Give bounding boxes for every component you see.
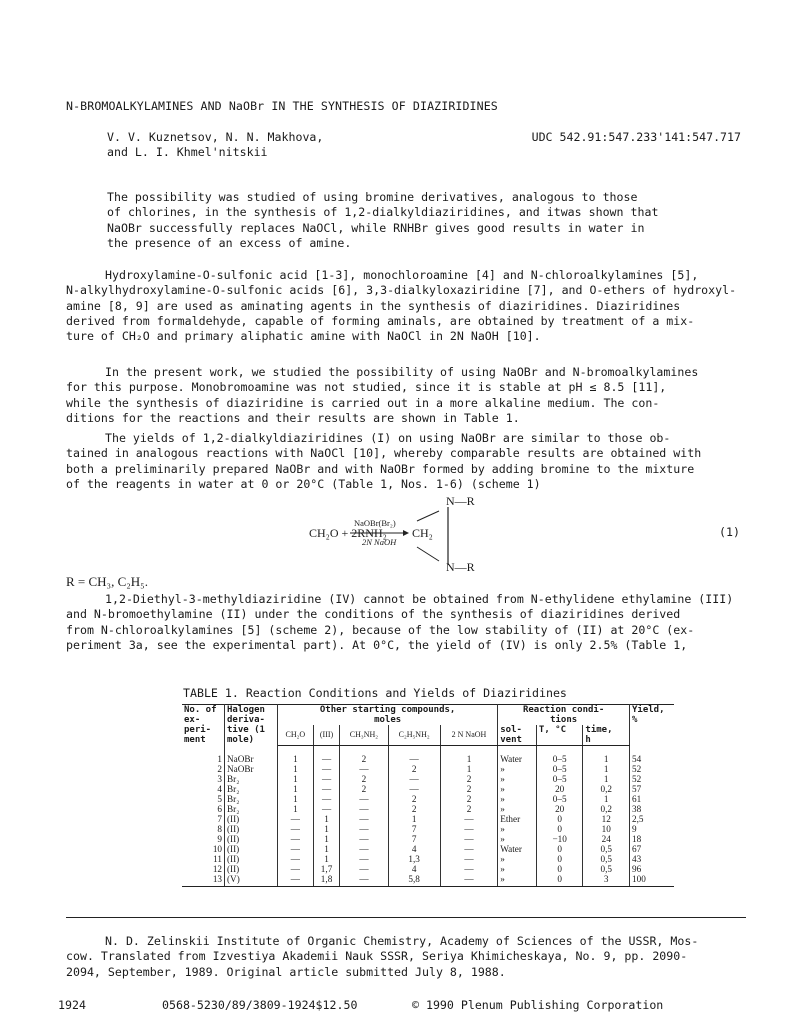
cell-solvent: Water: [498, 844, 537, 854]
text-line: 1,2-Diethyl-3-methyldiaziridine (IV) cannot be obtained from N-ethylidene ethylamine (III): [105, 592, 734, 606]
cell-naoh: —: [440, 844, 497, 854]
cell-ch3nh2: —: [340, 844, 388, 854]
cell-iii: 1,8: [313, 874, 340, 887]
cell-solvent: »: [498, 824, 537, 834]
cell-temp: 20: [536, 804, 583, 814]
table-row: [182, 784, 674, 794]
cell-no: 6: [182, 804, 225, 814]
cell-temp: 0–5: [536, 746, 583, 765]
cell-halogen: Br₂: [225, 784, 278, 794]
abstract-line: the presence of an excess of amine.: [107, 235, 352, 250]
col-header-temp: T, °C: [536, 725, 583, 746]
cell-halogen: NaOBr: [225, 764, 278, 774]
table-row: [182, 794, 674, 804]
col-header-conditions: Reaction condi- tions: [498, 705, 630, 726]
cell-ch2o: —: [278, 864, 314, 874]
cell-ch3nh2: 2: [340, 784, 388, 794]
table-row: [182, 844, 674, 854]
cell-yield: 61: [632, 794, 642, 804]
cell-yield: 43: [632, 854, 642, 864]
text-line: The yields of 1,2-dialkyldiaziridines (I) on using NaOBr are similar to those ob-: [105, 431, 671, 445]
cell-ch2o: 1: [278, 784, 314, 794]
cell-c2h5nh2: —: [388, 784, 440, 794]
cell-ch3nh2: —: [340, 874, 388, 887]
cell-c2h5nh2: 2: [388, 764, 440, 774]
cell-time: 0,5: [583, 844, 630, 854]
authors-line: and L. I. Khmel'nitskii: [107, 145, 268, 160]
cell-no: 13: [182, 874, 225, 887]
n-top: N—R: [446, 494, 475, 508]
cell-no: 2: [182, 764, 225, 774]
cell-solvent: »: [498, 804, 537, 814]
cell-solvent: »: [498, 874, 537, 887]
cell-iii: 1,7: [313, 864, 340, 874]
cell-c2h5nh2: —: [388, 774, 440, 784]
cell-yield: 38: [632, 804, 642, 814]
cell-time: 1: [583, 764, 630, 774]
cell-yield: 54: [632, 753, 642, 764]
cell-ch3nh2: —: [340, 834, 388, 844]
col-header-halogen: Halogen deriva- tive (1 mole): [225, 705, 278, 746]
footnote-rule: [66, 917, 746, 918]
cell-no: 8: [182, 824, 225, 834]
udc-code: UDC 542.91:547.233'141:547.717: [531, 130, 741, 144]
text-line: and N-bromoethylamine (II) under the conditions of the synthesis of diaziridines derived: [66, 607, 681, 622]
cell-temp: 0–5: [536, 764, 583, 774]
cell-ch3nh2: —: [340, 864, 388, 874]
cell-solvent: Water: [498, 746, 537, 765]
table-row: [182, 764, 674, 774]
cell-temp: 0: [536, 864, 583, 874]
abstract-line: NaOBr successfully replaces NaOCl, while RNHBr gives good results in water in: [107, 220, 645, 235]
bond-line: [417, 511, 439, 521]
text-line: amine [8, 9] are used as aminating agents in the synthesis of diaziridines. Diaziridines: [66, 298, 681, 313]
cell-ch2o: 1: [278, 794, 314, 804]
cell-ch3nh2: —: [340, 824, 388, 834]
cell-iii: —: [313, 746, 340, 765]
cell-naoh: —: [440, 874, 497, 887]
cell-iii: 1: [313, 824, 340, 834]
paper-title: N-BROMOALKYLAMINES AND NaOBr IN THE SYNTHESIS OF DIAZIRIDINES: [66, 99, 498, 113]
cell-no: 11: [182, 854, 225, 864]
text-line: both a preliminarily prepared NaOBr and with NaOBr formed by adding bromine to the mixture: [66, 461, 695, 476]
cell-time: 1: [583, 794, 630, 804]
cell-halogen: Br₂: [225, 804, 278, 814]
text-line: periment 3a, see the experimental part). At 0°C, the yield of (IV) is only 2.5% (Table 1,: [66, 637, 688, 652]
cell-halogen: (II): [225, 834, 278, 844]
cell-iii: —: [313, 804, 340, 814]
cell-c2h5nh2: 7: [388, 834, 440, 844]
cell-time: 1: [583, 746, 630, 765]
abstract: [107, 190, 707, 251]
col-header-yield: Yield, %: [630, 705, 675, 746]
cell-yield: 100: [630, 874, 675, 887]
cell-naoh: —: [440, 864, 497, 874]
r-definition: R = CH₃, C₂H₅.: [66, 574, 148, 589]
cell-temp: 0: [536, 814, 583, 824]
arrow-label-bottom: 2N NaOH: [362, 537, 397, 547]
cell-c2h5nh2: 2: [388, 804, 440, 814]
arrow-head: [403, 530, 409, 536]
cell-yield: 52: [632, 764, 642, 774]
cell-temp: 20: [536, 784, 583, 794]
cell-c2h5nh2: 1,3: [388, 854, 440, 864]
cell-ch2o: —: [278, 834, 314, 844]
cell-solvent: Ether: [498, 814, 537, 824]
table-row: [182, 774, 674, 784]
footnote-line: N. D. Zelinskii Institute of Organic Chemistry, Academy of Sciences of the USSR, Mos-: [105, 934, 699, 948]
cell-iii: 1: [313, 854, 340, 864]
text-line: N-alkylhydroxylamine-O-sulfonic acids [6], 3,3-dialkyloxaziridine [7], and O-ethers of hydroxyl-: [66, 283, 737, 298]
cell-naoh: —: [440, 814, 497, 824]
table-body: [182, 746, 674, 887]
cell-iii: 1: [313, 814, 340, 824]
cell-c2h5nh2: 4: [388, 844, 440, 854]
cell-ch2o: —: [278, 824, 314, 834]
footnote-line: cow. Translated from Izvestiya Akademii Nauk SSSR, Seriya Khimicheskaya, No. 9, pp. 2090-: [66, 949, 688, 964]
cell-iii: 1: [313, 834, 340, 844]
cell-time: 0,2: [583, 784, 630, 794]
cell-no: 1: [182, 746, 225, 765]
cell-no: 7: [182, 814, 225, 824]
reaction-conditions-table: [182, 704, 674, 887]
col-header-time: time, h: [583, 725, 630, 746]
abstract-line: The possibility was studied of using bromine derivatives, analogous to those: [107, 190, 638, 204]
col-header-ch2o: CH₂O: [278, 725, 314, 746]
table-row: [182, 834, 674, 844]
cell-time: 1: [583, 774, 630, 784]
cell-c2h5nh2: 7: [388, 824, 440, 834]
cell-yield: 96: [632, 864, 642, 874]
text-line: while the synthesis of diaziridine is carried out in a more alkaline medium. The con-: [66, 395, 660, 410]
cell-time: 0,2: [583, 804, 630, 814]
cell-ch2o: —: [278, 844, 314, 854]
table-row: [182, 854, 674, 864]
article-code: 0568-5230/89/3809-1924$12.50: [162, 998, 358, 1012]
cell-no: 9: [182, 834, 225, 844]
cell-no: 12: [182, 864, 225, 874]
cell-halogen: (II): [225, 844, 278, 854]
arrow-label-top: NaOBr(Br₂): [354, 518, 396, 528]
text-line: of the reagents in water at 0 or 20°C (Table 1, Nos. 1-6) (scheme 1): [66, 476, 541, 491]
table-row: [182, 824, 674, 834]
cell-time: 24: [583, 834, 630, 844]
cell-c2h5nh2: —: [388, 746, 440, 765]
paragraph-3: [66, 431, 746, 492]
table-title: TABLE 1. Reaction Conditions and Yields of Diaziridines: [183, 686, 567, 700]
text-line: ditions for the reactions and their results are shown in Table 1.: [66, 410, 520, 425]
text-line: from N-chloroalkylamines [5] (scheme 2), because of the low stability of (II) at 20°C (ex-: [66, 622, 695, 637]
cell-time: 10: [583, 824, 630, 834]
cell-yield: 57: [632, 784, 642, 794]
cell-naoh: 2: [440, 774, 497, 784]
cell-temp: 0: [536, 844, 583, 854]
cell-temp: −10: [536, 834, 583, 844]
cell-ch3nh2: —: [340, 764, 388, 774]
text-line: derived from formaldehyde, capable of forming aminals, are obtained by treatment of a mix-: [66, 313, 695, 328]
cell-iii: —: [313, 794, 340, 804]
cell-iii: 1: [313, 844, 340, 854]
footnote: [66, 934, 746, 980]
cell-yield: 2,5: [632, 814, 644, 824]
cell-naoh: 2: [440, 794, 497, 804]
cell-halogen: (V): [225, 874, 278, 887]
cell-yield: 67: [632, 844, 642, 854]
cell-ch2o: —: [278, 874, 314, 887]
cell-ch3nh2: —: [340, 794, 388, 804]
cell-yield: 18: [632, 834, 642, 844]
copyright: © 1990 Plenum Publishing Corporation: [412, 998, 664, 1012]
cell-no: 3: [182, 774, 225, 784]
cell-no: 4: [182, 784, 225, 794]
table-row: [182, 746, 674, 765]
cell-ch2o: —: [278, 814, 314, 824]
cell-time: 0,5: [583, 864, 630, 874]
table-row: [182, 874, 674, 887]
cell-naoh: 2: [440, 804, 497, 814]
cell-solvent: »: [498, 764, 537, 774]
col-header-ch3nh2: CH₃NH₂: [340, 725, 388, 746]
n-bottom: N—R: [446, 560, 475, 574]
cell-ch2o: 1: [278, 746, 314, 765]
cell-c2h5nh2: 2: [388, 794, 440, 804]
cell-iii: —: [313, 784, 340, 794]
text-line: tained in analogous reactions with NaOCl [10], whereby comparable results are obtained with: [66, 446, 702, 461]
cell-naoh: 1: [440, 746, 497, 765]
cell-time: 3: [583, 874, 630, 887]
table-row: [182, 804, 674, 814]
text-line: for this purpose. Monobromoamine was not studied, since it is stable at pH ≤ 8.5 [11],: [66, 380, 667, 395]
scheme-number: (1): [719, 525, 740, 539]
abstract-line: of chlorines, in the synthesis of 1,2-dialkyldiaziridines, and itwas shown that: [107, 205, 659, 220]
cell-ch2o: 1: [278, 774, 314, 784]
cell-naoh: 2: [440, 784, 497, 794]
text-line: Hydroxylamine-O-sulfonic acid [1-3], monochloroamine [4] and N-chloroalkylamines [5],: [105, 268, 699, 282]
bond-line: [417, 547, 439, 561]
cell-no: 5: [182, 794, 225, 804]
cell-naoh: —: [440, 834, 497, 844]
footnote-line: 2094, September, 1989. Original article submitted July 8, 1988.: [66, 964, 506, 979]
cell-halogen: (II): [225, 814, 278, 824]
cell-naoh: —: [440, 824, 497, 834]
cell-c2h5nh2: 5,8: [388, 874, 440, 887]
cell-naoh: —: [440, 854, 497, 864]
cell-temp: 0: [536, 854, 583, 864]
cell-halogen: (II): [225, 824, 278, 834]
col-header-c2h5nh2: C₂H₅NH₂: [388, 725, 440, 746]
cell-no: 10: [182, 844, 225, 854]
col-header-solvent: sol- vent: [498, 725, 537, 746]
cell-solvent: »: [498, 854, 537, 864]
cell-time: 12: [583, 814, 630, 824]
scheme-svg: [66, 495, 746, 585]
cell-ch2o: 1: [278, 764, 314, 774]
cell-iii: —: [313, 764, 340, 774]
text-line: ture of CH₂O and primary aliphatic amine with NaOCl in 2N NaOH [10].: [66, 329, 541, 344]
col-header-naoh: 2 N NaOH: [440, 725, 497, 746]
product-ch2: CH₂: [412, 526, 433, 540]
cell-ch3nh2: —: [340, 814, 388, 824]
cell-ch3nh2: —: [340, 804, 388, 814]
cell-halogen: (II): [225, 864, 278, 874]
cell-halogen: Br₂: [225, 794, 278, 804]
cell-solvent: »: [498, 784, 537, 794]
cell-temp: 0–5: [536, 774, 583, 784]
cell-solvent: »: [498, 774, 537, 784]
col-header-no: No. of ex- peri- ment: [182, 705, 225, 746]
cell-temp: 0: [536, 824, 583, 834]
cell-c2h5nh2: 1: [388, 814, 440, 824]
cell-halogen: Br₂: [225, 774, 278, 784]
cell-ch3nh2: 2: [340, 774, 388, 784]
cell-naoh: 1: [440, 764, 497, 774]
col-header-other: Other starting compounds, moles: [278, 705, 498, 726]
cell-ch2o: —: [278, 854, 314, 864]
cell-iii: —: [313, 774, 340, 784]
cell-c2h5nh2: 4: [388, 864, 440, 874]
table-row: [182, 864, 674, 874]
cell-ch3nh2: —: [340, 854, 388, 864]
authors: [107, 130, 323, 161]
cell-ch2o: 1: [278, 804, 314, 814]
table-row: [182, 814, 674, 824]
cell-yield: 9: [632, 824, 637, 834]
cell-yield: 52: [632, 774, 642, 784]
reactants: CH₂O + 2RNH₂: [309, 526, 387, 540]
col-header-iii: (III): [313, 725, 340, 746]
cell-solvent: »: [498, 834, 537, 844]
paragraph-2: [66, 365, 746, 426]
reaction-scheme-1: [66, 495, 746, 585]
cell-temp: 0–5: [536, 794, 583, 804]
text-line: In the present work, we studied the possibility of using NaOBr and N-bromoalkylamines: [105, 365, 699, 379]
paragraph-4: [66, 592, 746, 653]
cell-halogen: (II): [225, 854, 278, 864]
authors-line: V. V. Kuznetsov, N. N. Makhova,: [107, 130, 324, 144]
cell-temp: 0: [536, 874, 583, 887]
cell-time: 0,5: [583, 854, 630, 864]
cell-solvent: »: [498, 864, 537, 874]
cell-solvent: »: [498, 794, 537, 804]
paragraph-1: [66, 268, 746, 344]
cell-ch3nh2: 2: [340, 746, 388, 765]
page-number: 1924: [58, 998, 86, 1012]
cell-halogen: NaOBr: [225, 746, 278, 765]
